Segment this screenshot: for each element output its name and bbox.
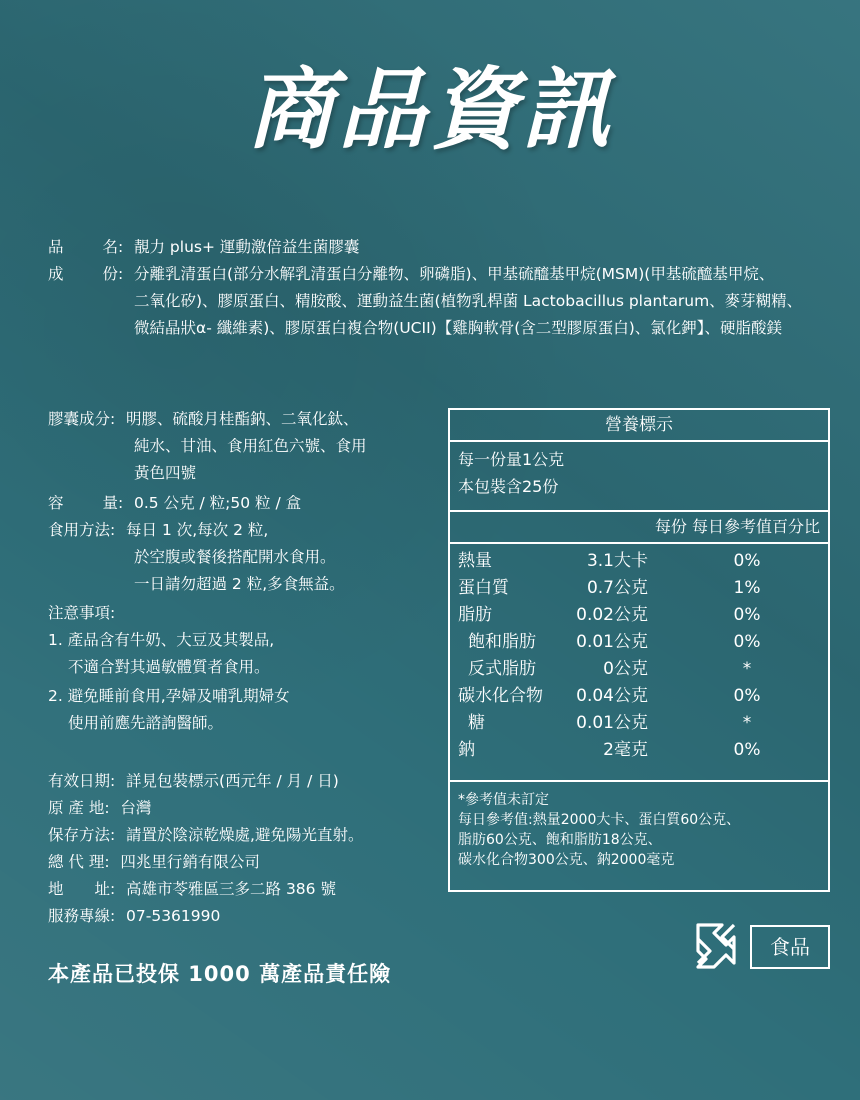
- capsule-line: 黃色四號: [134, 464, 197, 482]
- nutrient-percent: 0%: [733, 605, 761, 625]
- nutrient-amount: 0.02公克: [576, 605, 648, 625]
- nutrition-row: [450, 602, 828, 629]
- notes-line: 1. 產品含有牛奶、大豆及其製品,: [48, 631, 275, 649]
- info-value: 高雄市苓雅區三多二路 386 號: [126, 880, 336, 898]
- servings-per-pack: 本包裝含25份: [458, 477, 559, 496]
- nutrient-amount: 0.01公克: [576, 632, 648, 652]
- info-value: 台灣: [120, 799, 152, 817]
- info-label: 地 址: [48, 880, 111, 898]
- nutrient-percent: 0%: [733, 551, 761, 571]
- usage-line: 一日請勿超過 2 粒,多食無益。: [134, 575, 345, 593]
- nutrient-name: 熱量: [458, 551, 492, 571]
- info-label: 服務專線: [48, 907, 111, 925]
- nutrient-amount: 0.01公克: [576, 713, 648, 733]
- nutrition-row: [450, 629, 828, 656]
- nutrient-amount: 0公克: [603, 659, 648, 679]
- nutrient-name: 飽和脂肪: [468, 632, 536, 652]
- info-origin: 原 產 地: 台灣: [48, 795, 151, 822]
- nutrient-name: 脂肪: [458, 605, 492, 625]
- notes-line: 使用前應先諮詢醫師。: [68, 714, 224, 732]
- ingredients-label: 成 份: [48, 265, 118, 283]
- product-name-label: 品 名: [48, 238, 118, 256]
- info-expiry: 有效日期: 詳見包裝標示(西元年 / 月 / 日): [48, 768, 339, 795]
- nutrient-percent: *: [742, 659, 752, 679]
- info-value: 07-5361990: [126, 907, 221, 925]
- nutrition-serving: [450, 442, 828, 512]
- product-name: 靚力 plus+ 運動激倍益生菌膠囊: [134, 238, 360, 256]
- capsule-line: 明膠、硫酸月桂酯鈉、二氧化鈦、: [126, 410, 359, 428]
- insurance-statement: 本產品已投保 1000 萬產品責任險: [48, 962, 392, 986]
- nutrition-row: [450, 548, 828, 575]
- nutrition-note: [450, 782, 828, 878]
- usage-line: 每日 1 次,每次 2 粒,: [126, 521, 269, 539]
- capacity-row: 容 量 : 0.5 公克 / 粒;50 粒 / 盒: [48, 490, 301, 517]
- info-label: 總 代 理: [48, 853, 105, 871]
- notes-line: 2. 避免睡前食用,孕婦及哺乳期婦女: [48, 687, 290, 705]
- info-address: 地 址: 高雄市苓雅區三多二路 386 號: [48, 876, 336, 903]
- ingredients-line: 微結晶狀α- 纖維素)、膠原蛋白複合物(UCII)【雞胸軟骨(含二型膠原蛋白)、氯化鉀】、硬脂酸鎂: [134, 319, 783, 337]
- info-storage: 保存方法: 請置於陰涼乾燥處,避免陽光直射。: [48, 822, 363, 849]
- notes-line: 不適合對其過敏體質者食用。: [68, 658, 270, 676]
- page-title: 商品資訊: [245, 58, 614, 161]
- note-line: 脂肪60公克、飽和脂肪18公克、: [458, 832, 662, 848]
- usage-row: 食用方法: 每日 1 次,每次 2 粒,: [48, 517, 268, 544]
- serving-size: 每一份量1公克: [458, 450, 565, 469]
- nutrition-table: [448, 408, 830, 892]
- nutrient-percent: 0%: [733, 740, 761, 760]
- info-label: 原 產 地: [48, 799, 105, 817]
- note-line: 每日參考值:熱量2000大卡、蛋白質60公克、: [458, 812, 741, 828]
- product-name-row: 品 名 : 靚力 plus+ 運動激倍益生菌膠囊: [48, 234, 359, 261]
- info-agent: 總 代 理: 四兆里行銷有限公司: [48, 849, 260, 876]
- info-value: 四兆里行銷有限公司: [120, 853, 260, 871]
- nutrient-amount: 0.04公克: [576, 686, 648, 706]
- info-value: 詳見包裝標示(西元年 / 月 / 日): [126, 772, 339, 790]
- nutrition-rows: [450, 544, 828, 782]
- nutrition-column-header: 每份 每日參考值百分比: [450, 512, 828, 544]
- nutrient-amount: 2毫克: [603, 740, 648, 760]
- nutrient-amount: 3.1大卡: [586, 551, 648, 571]
- nutrition-row: [450, 737, 828, 764]
- usage-line: 於空腹或餐後搭配開水食用。: [134, 548, 336, 566]
- nutrient-percent: 0%: [733, 632, 761, 652]
- info-value: 請置於陰涼乾燥處,避免陽光直射。: [126, 826, 364, 844]
- nutrition-title: 營養標示: [450, 410, 828, 442]
- info-label: 有效日期: [48, 772, 111, 790]
- nutrient-name: 鈉: [458, 740, 475, 760]
- recycle-icon: [692, 921, 740, 971]
- capacity-label: 容 量: [48, 494, 118, 512]
- nutrition-row: [450, 575, 828, 602]
- nutrient-name: 蛋白質: [458, 578, 509, 598]
- note-line: 碳水化合物300公克、鈉2000毫克: [458, 852, 675, 868]
- capsule-label: 膠囊成分: [48, 410, 111, 428]
- nutrient-name: 碳水化合物: [458, 686, 543, 706]
- ingredients-row: 成 份 : 分離乳清蛋白(部分水解乳清蛋白分離物、卵磷脂)、甲基硫醯基甲烷(MSM)(甲基硫醯基甲烷、: [48, 261, 774, 288]
- nutrient-amount: 0.7公克: [586, 578, 648, 598]
- usage-label: 食用方法: [48, 521, 111, 539]
- nutrition-row: [450, 656, 828, 683]
- nutrient-percent: 0%: [733, 686, 761, 706]
- info-phone: 服務專線: 07-5361990: [48, 903, 220, 930]
- nutrition-row: [450, 710, 828, 737]
- ingredients-line: 二氧化矽)、膠原蛋白、精胺酸、運動益生菌(植物乳桿菌 Lactobacillus plantarum、麥芽糊精、: [134, 292, 803, 310]
- nutrient-percent: 1%: [733, 578, 761, 598]
- nutrient-name: 糖: [468, 713, 485, 733]
- capsule-line: 純水、甘油、食用紅色六號、食用: [134, 437, 367, 455]
- nutrient-percent: *: [742, 713, 752, 733]
- ingredients-line: 分離乳清蛋白(部分水解乳清蛋白分離物、卵磷脂)、甲基硫醯基甲烷(MSM)(甲基硫醯基甲烷、: [134, 265, 775, 283]
- capsule-row: 膠囊成分: 明膠、硫酸月桂酯鈉、二氧化鈦、: [48, 406, 359, 433]
- capacity-value: 0.5 公克 / 粒;50 粒 / 盒: [134, 494, 302, 512]
- food-badge: 食品: [750, 925, 830, 969]
- note-line: *參考值未訂定: [458, 792, 549, 808]
- info-label: 保存方法: [48, 826, 111, 844]
- nutrient-name: 反式脂肪: [468, 659, 536, 679]
- notes-title: 注意事項:: [48, 604, 116, 622]
- nutrition-row: [450, 683, 828, 710]
